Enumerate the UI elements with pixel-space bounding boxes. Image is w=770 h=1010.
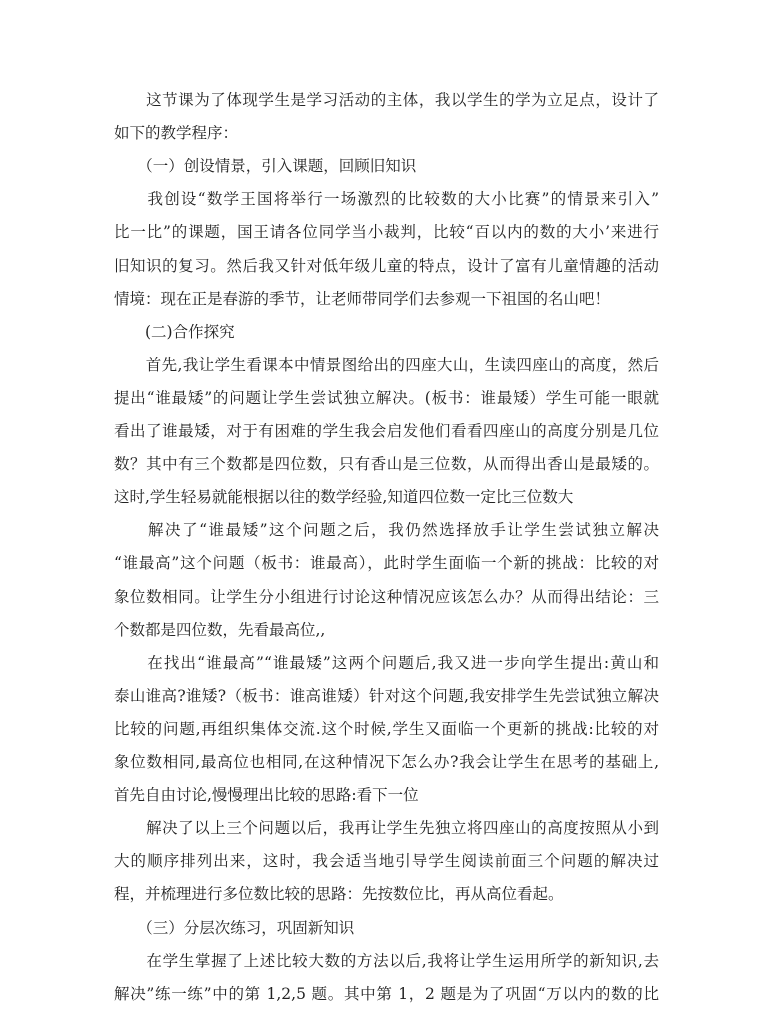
paragraph-line: 这节课为了体现学生是学习活动的主体，我以学生的学为立足点，设计了 xyxy=(114,91,659,109)
paragraph-line: “谁最高”这个问题（板书：谁最高），此时学生面临一个新的挑战：比较的对 xyxy=(114,554,659,573)
paragraph-line: 在找出“谁最高”“谁最矮”这两个问题后,我又进一步向学生提出:黄山和 xyxy=(114,653,659,672)
paragraph-line: 个数都是四位数，先看最高位,, xyxy=(114,620,326,639)
paragraph-line: 解决了“谁最矮”这个问题之后，我仍然选择放手让学生尝试独立解决 xyxy=(114,521,659,540)
paragraph-line: 程，并梳理进行多位数比较的思路：先按数位比，再从高位看起。 xyxy=(114,885,564,904)
paragraph-line: 情境：现在正是春游的季节，让老师带同学们去参观一下祖国的名山吧！ xyxy=(114,289,611,308)
paragraph-line: 在学生掌握了上述比较大数的方法以后,我将让学生运用所学的新知识,去 xyxy=(114,951,659,970)
paragraph-line: 数？其中有三个数都是四位数，只有香山是三位数，从而得出香山是最矮的。 xyxy=(114,455,659,474)
paragraph-line: 我创设“数学王国将举行一场激烈的比较数的大小比赛”的情景来引入” xyxy=(114,190,659,209)
paragraph-line: 大的顺序排列出来，这时，我会适当地引导学生阅读前面三个问题的解决过 xyxy=(114,852,659,871)
paragraph-line: 象位数相同,最高位也相同,在这种情况下怎么办?我会让学生在思考的基础上, xyxy=(114,753,659,771)
paragraph-line: 比一比”的课题，国王请各位同学当小裁判，比较“百以内的数的大小’来进行 xyxy=(114,223,659,242)
paragraph-line: 解决”练一练”中的第 1,2,5 题。其中第 1，2 题是为了巩固“万以内的数的比 xyxy=(114,984,659,1003)
paragraph-line: (二)合作探究 xyxy=(114,322,235,341)
paragraph-line: 这时,学生轻易就能根据以往的数学经验,知道四位数一定比三位数大 xyxy=(114,488,574,507)
paragraph-line: 比较的问题,再组织集体交流.这个时候,学生又面临一个更新的挑战:比较的对 xyxy=(114,719,659,738)
paragraph-line: 提出“谁最矮”的问题让学生尝试独立解决。(板书：谁最矮）学生可能一眼就 xyxy=(114,388,659,407)
paragraph-line: 泰山谁高?谁矮?（板书：谁高谁矮）针对这个问题,我安排学生先尝试独立解决 xyxy=(114,686,659,705)
paragraph-line: 首先自由讨论,慢慢理出比较的思路:看下一位 xyxy=(114,786,419,805)
paragraph-line: （三）分层次练习，巩固新知识 xyxy=(114,918,355,937)
paragraph-line: 首先,我让学生看课本中情景图给出的四座大山，生读四座山的高度，然后 xyxy=(114,355,659,374)
paragraph-line: 如下的教学程序： xyxy=(114,124,239,143)
paragraph-line: （一）创设情景，引入课题，回顾旧知识 xyxy=(114,157,417,176)
paragraph-line: 看出了谁最矮，对于有困难的学生我会启发他们看看四座山的高度分别是几位 xyxy=(114,422,659,440)
paragraph-line: 象位数相同。让学生分小组进行讨论这种情况应该怎么办？从而得出结论：三 xyxy=(114,587,659,606)
paragraph-line: 解决了以上三个问题以后，我再让学生先独立将四座山的高度按照从小到 xyxy=(114,819,659,838)
paragraph-line: 旧知识的复习。然后我又针对低年级儿童的特点，设计了富有儿童情趣的活动 xyxy=(114,256,659,275)
